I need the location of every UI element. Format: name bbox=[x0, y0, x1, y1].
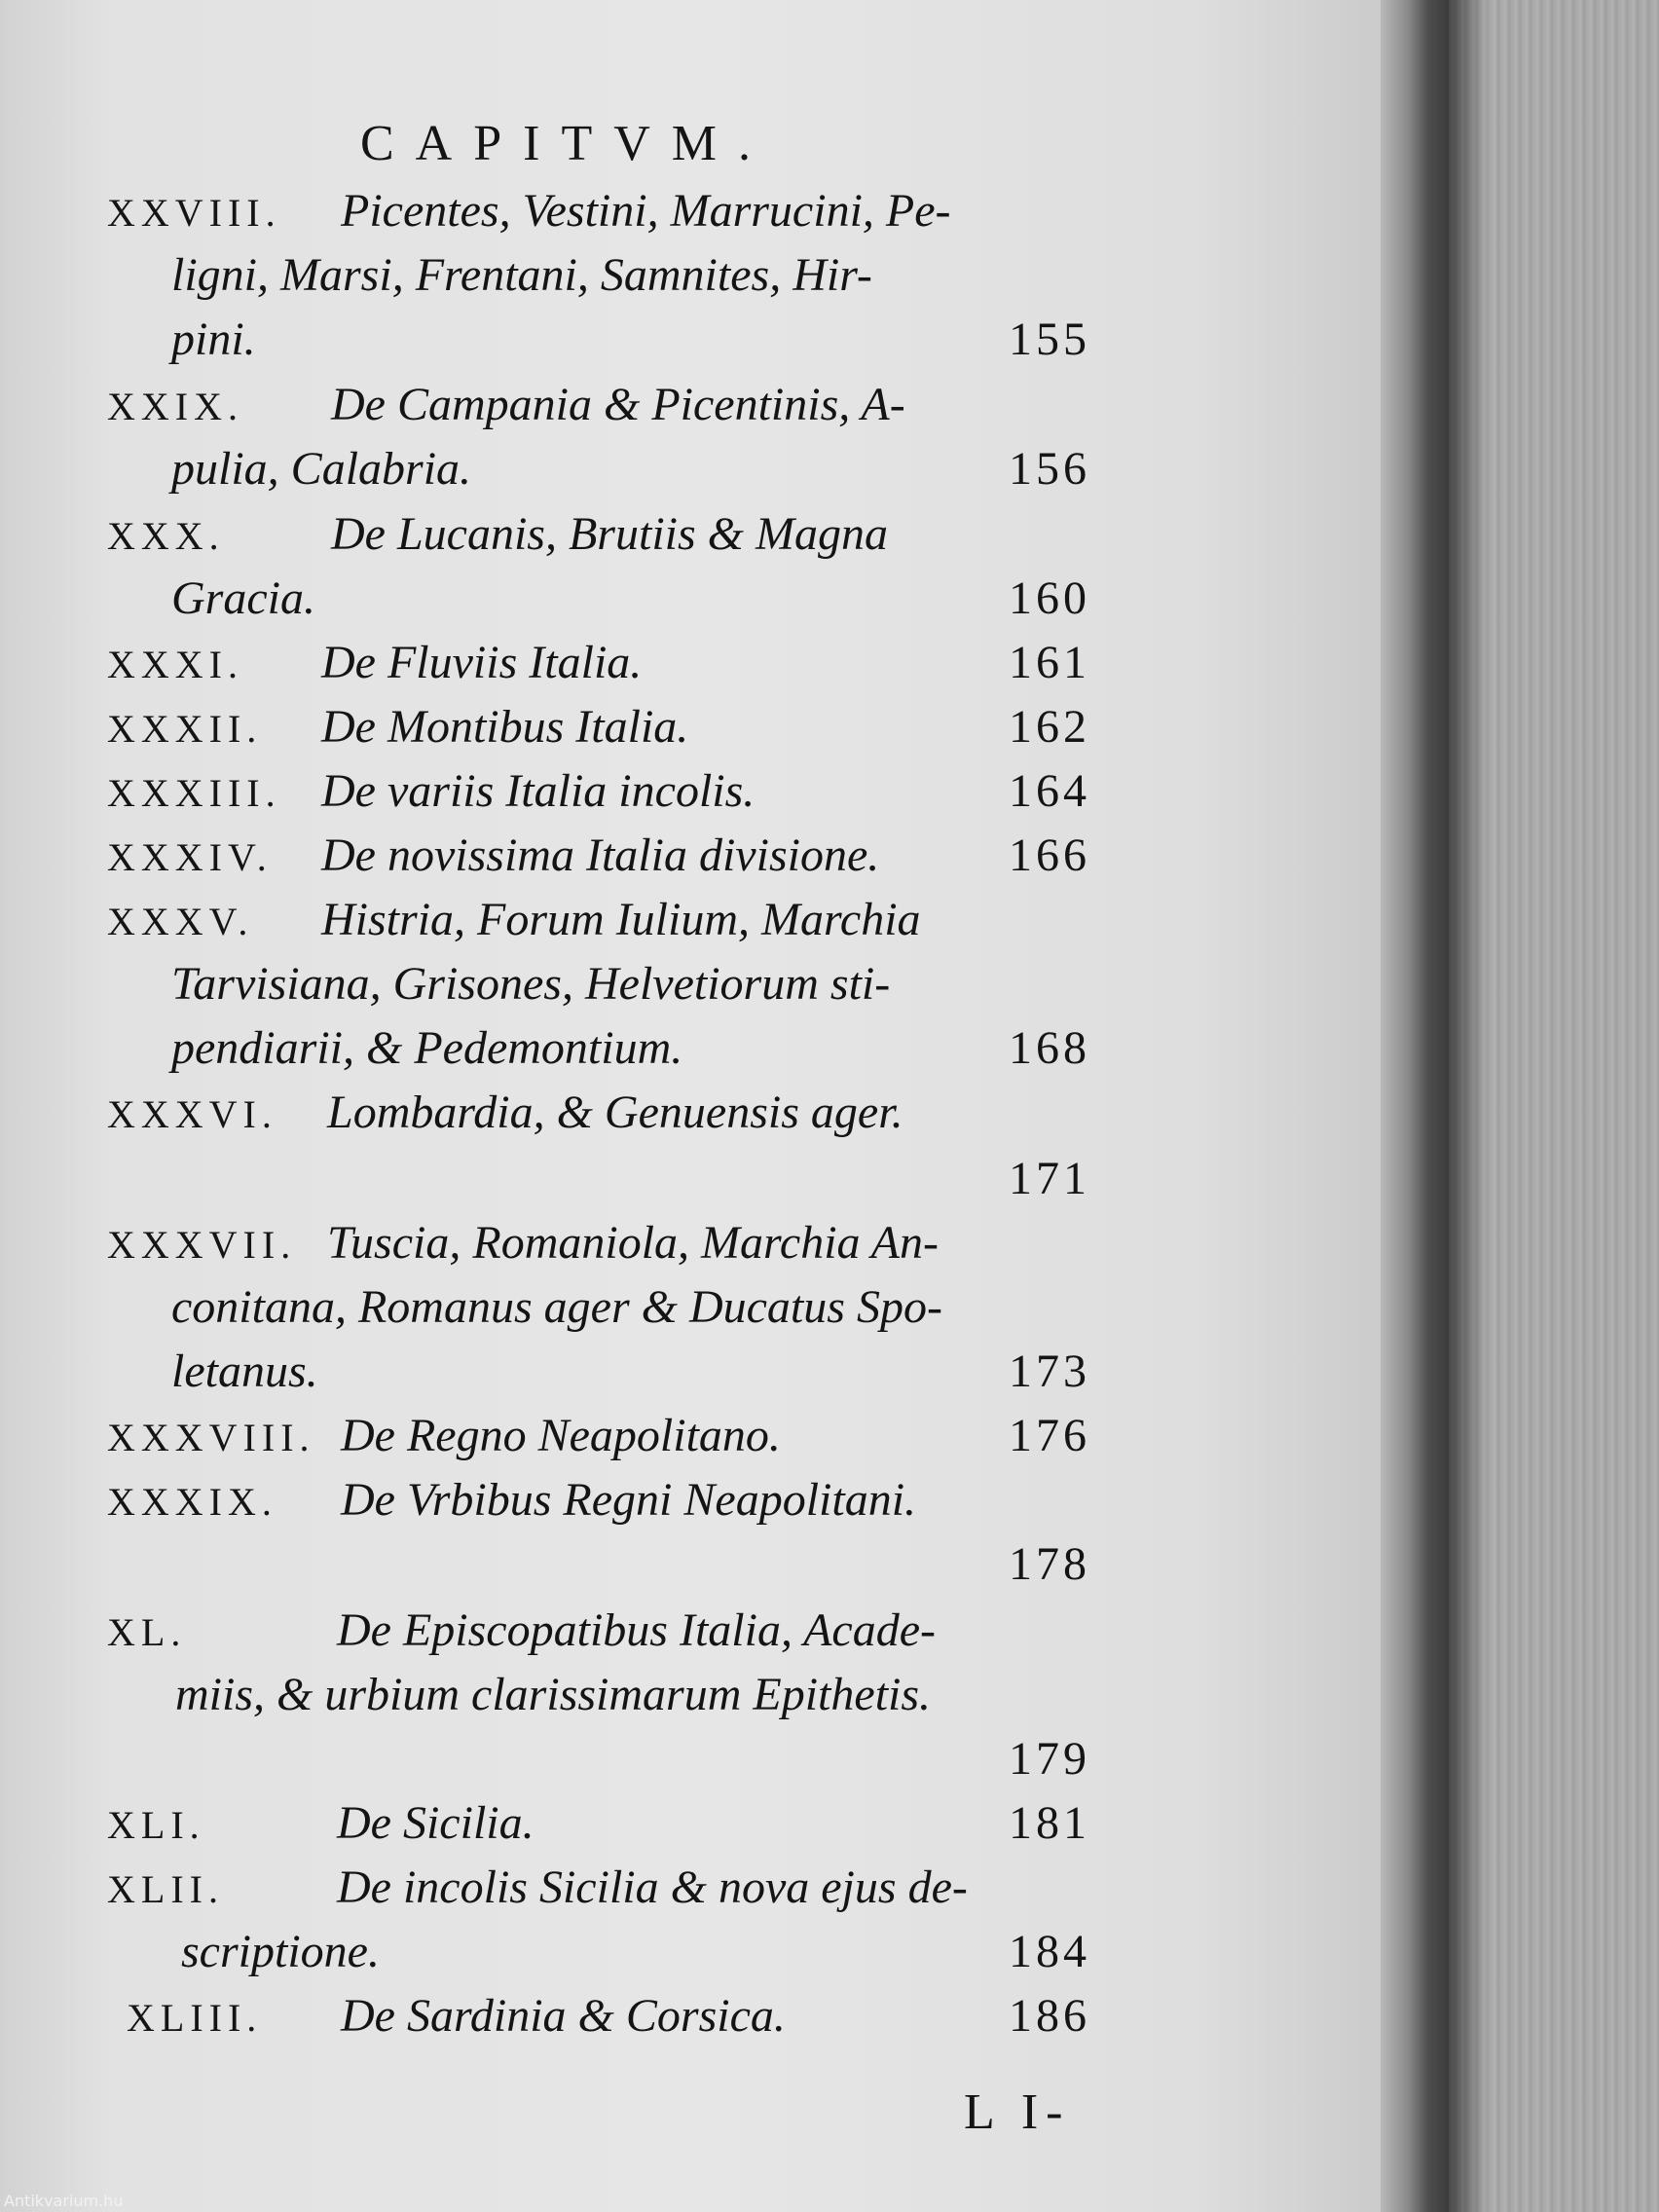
chapter-title-line: De Montibus Italia. bbox=[321, 701, 689, 753]
chapter-number: XXX. bbox=[107, 514, 225, 558]
chapter-title-line: De Sardinia & Corsica. bbox=[341, 1990, 786, 2042]
toc-entry bbox=[0, 1858, 1402, 1918]
chapter-number: XXXIX. bbox=[107, 1480, 277, 1524]
chapter-number: XXXVI. bbox=[107, 1092, 277, 1136]
chapter-number: XXVIII. bbox=[107, 191, 281, 235]
toc-entry-continuation bbox=[0, 1342, 1402, 1402]
chapter-number: XXXIV. bbox=[107, 835, 273, 879]
chapter-title-line: De Vrbibus Regni Neapolitani. bbox=[341, 1474, 917, 1526]
chapter-title-line: De Regno Neapolitano. bbox=[341, 1410, 781, 1461]
chapter-title-line: Lombardia, & Genuensis ager. bbox=[327, 1087, 903, 1138]
cover-shadow bbox=[1449, 0, 1488, 2212]
toc-entry bbox=[0, 1470, 1402, 1530]
page-number: 162 bbox=[1009, 701, 1090, 753]
toc-entry bbox=[0, 1406, 1402, 1466]
chapter-number: XXXVII. bbox=[107, 1223, 297, 1267]
chapter-title-line: pendiarii, & Pedemontium. bbox=[171, 1022, 683, 1074]
toc-entry bbox=[0, 826, 1402, 886]
toc-entry bbox=[0, 1793, 1402, 1854]
chapter-title-line: Tuscia, Romaniola, Marchia An- bbox=[327, 1217, 939, 1269]
page-number: 176 bbox=[1009, 1410, 1090, 1461]
chapter-title-line: pini. bbox=[171, 313, 256, 365]
page-number: 160 bbox=[1009, 572, 1090, 624]
page-number: 178 bbox=[1009, 1538, 1090, 1590]
chapter-title-line: De Episcopatibus Italia, Acade- bbox=[337, 1604, 936, 1656]
toc-entry-continuation bbox=[0, 1729, 1402, 1789]
page-number: 171 bbox=[1009, 1153, 1090, 1204]
page-number: 179 bbox=[1009, 1733, 1090, 1785]
toc-entry-continuation bbox=[0, 1665, 1402, 1725]
chapter-title-line: Tarvisiana, Grisones, Helvetiorum sti- bbox=[171, 958, 891, 1010]
toc-entry-continuation bbox=[0, 1922, 1402, 1982]
page-number: 168 bbox=[1009, 1022, 1090, 1074]
chapter-title-line: De Campania & Picentinis, A- bbox=[331, 379, 905, 430]
chapter-title-line: De variis Italia incolis. bbox=[321, 765, 756, 817]
chapter-number: XXXV. bbox=[107, 900, 254, 943]
chapter-title-line: Gracia. bbox=[171, 572, 315, 624]
chapter-number: XLIII. bbox=[127, 1996, 263, 2040]
toc-entry-continuation bbox=[0, 1018, 1402, 1079]
chapter-title-line: pulia, Calabria. bbox=[171, 443, 472, 495]
page-number: 164 bbox=[1009, 765, 1090, 817]
chapter-number: XL. bbox=[107, 1610, 187, 1654]
chapter-title-line: De Sicilia. bbox=[337, 1797, 535, 1849]
chapter-number: XXXI. bbox=[107, 643, 243, 686]
page-header: CAPITVM. bbox=[360, 116, 773, 171]
toc-entry bbox=[0, 1601, 1402, 1661]
chapter-title-line: Histria, Forum Iulium, Marchia bbox=[321, 894, 921, 945]
chapter-title-line: De Lucanis, Brutiis & Magna bbox=[331, 508, 888, 560]
catchword: L I- bbox=[964, 2084, 1071, 2140]
toc-entry-continuation bbox=[0, 1277, 1402, 1338]
toc-entry-continuation bbox=[0, 569, 1402, 629]
chapter-title-line: De Fluviis Italia. bbox=[321, 637, 643, 688]
chapter-title-line: Picentes, Vestini, Marrucini, Pe- bbox=[341, 185, 951, 237]
chapter-title-line: De novissima Italia divisione. bbox=[321, 830, 880, 881]
chapter-number: XLI. bbox=[107, 1803, 205, 1847]
toc-entry bbox=[0, 1083, 1402, 1143]
chapter-title-line: conitana, Romanus ager & Ducatus Spo- bbox=[171, 1281, 942, 1333]
toc-entry bbox=[0, 633, 1402, 693]
chapter-number: XLII. bbox=[107, 1867, 224, 1911]
toc-entry-continuation bbox=[0, 245, 1402, 306]
page-number: 186 bbox=[1009, 1990, 1090, 2042]
toc-entry bbox=[0, 181, 1402, 241]
page-number: 156 bbox=[1009, 443, 1090, 495]
chapter-title-line: De incolis Sicilia & nova ejus de- bbox=[337, 1862, 968, 1913]
toc-entry-continuation bbox=[0, 954, 1402, 1014]
toc-entry-continuation bbox=[0, 1149, 1402, 1209]
page-number: 184 bbox=[1009, 1926, 1090, 1977]
toc-entry bbox=[0, 375, 1402, 435]
page-number: 161 bbox=[1009, 637, 1090, 688]
toc-entry-continuation bbox=[0, 1534, 1402, 1595]
chapter-title-line: scriptione. bbox=[181, 1926, 380, 1977]
watermark: Antikvarium.hu bbox=[4, 2192, 124, 2210]
chapter-title-line: letanus. bbox=[171, 1346, 318, 1397]
toc-entry bbox=[0, 697, 1402, 757]
chapter-number: XXXII. bbox=[107, 707, 263, 751]
chapter-number: XXXIII. bbox=[107, 771, 281, 815]
page-number: 181 bbox=[1009, 1797, 1090, 1849]
toc-entry-continuation bbox=[0, 310, 1402, 370]
chapter-number: XXXVIII. bbox=[107, 1416, 315, 1459]
page-number: 155 bbox=[1009, 313, 1090, 365]
toc-entry bbox=[0, 504, 1402, 565]
page-number: 166 bbox=[1009, 830, 1090, 881]
chapter-title-line: miis, & urbium clarissimarum Epithetis. bbox=[175, 1669, 932, 1720]
toc-entry bbox=[0, 761, 1402, 822]
toc-entry bbox=[0, 1213, 1402, 1273]
chapter-number: XXIX. bbox=[107, 385, 243, 428]
toc-entry bbox=[0, 1986, 1402, 2046]
toc-entry bbox=[0, 890, 1402, 950]
toc-entry-continuation bbox=[0, 439, 1402, 499]
page-number: 173 bbox=[1009, 1346, 1090, 1397]
chapter-title-line: ligni, Marsi, Frentani, Samnites, Hir- bbox=[171, 249, 872, 301]
